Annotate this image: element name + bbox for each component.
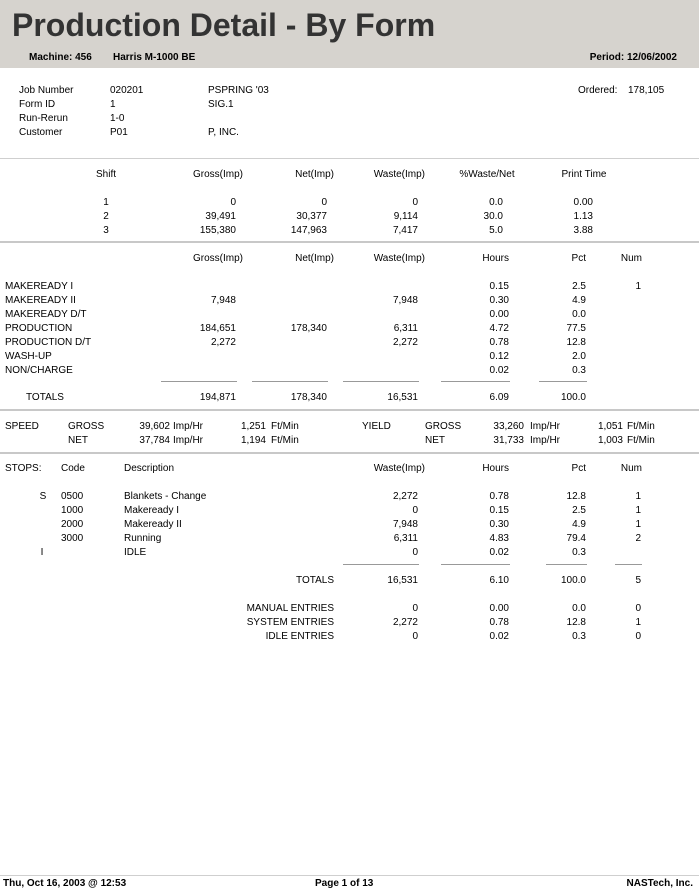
stops-total: 16,531 <box>387 575 418 586</box>
footer-page: Page 1 of 13 <box>315 878 374 889</box>
job-label: Form ID <box>19 99 56 110</box>
speed-kind: GROSS <box>68 421 105 432</box>
activity-cell: 6,311 <box>393 323 418 334</box>
activity-cell: 4.9 <box>572 295 586 306</box>
activity-cell: 0.00 <box>489 309 509 320</box>
stops-cell: 2.5 <box>572 505 586 516</box>
yield-unit: Ft/Min <box>627 421 655 432</box>
stops-cell: 2000 <box>61 519 84 530</box>
total-rule <box>546 564 587 565</box>
speed-unit: Ft/Min <box>271 435 299 446</box>
speed-label: SPEED <box>5 421 39 432</box>
stops-cell: 4.9 <box>572 519 586 530</box>
period-label: Period: 12/06/2002 <box>589 52 677 63</box>
yield-ft: 1,051 <box>597 421 623 432</box>
divider <box>0 452 699 454</box>
activity-cell: NON/CHARGE <box>5 365 73 376</box>
job-label: Customer <box>19 127 63 138</box>
footer-timestamp: Thu, Oct 16, 2003 @ 12:53 <box>3 878 127 889</box>
yield-label: YIELD <box>362 421 391 432</box>
activity-cell: 0.15 <box>489 281 509 292</box>
stops-cell: Blankets - Change <box>124 491 207 502</box>
speed-imp: 39,602 <box>139 421 170 432</box>
stops-cell: Makeready II <box>124 519 182 530</box>
shift-header: Waste(Imp) <box>373 169 425 180</box>
stops-header: STOPS: <box>5 463 42 474</box>
shift-cell: 0.0 <box>489 197 503 208</box>
report-header <box>0 0 699 68</box>
stops-entry: 0.3 <box>572 631 586 642</box>
activity-header: Pct <box>571 253 586 264</box>
stops-cell: Makeready I <box>124 505 180 516</box>
stops-cell: IDLE <box>124 547 147 558</box>
activity-header: Num <box>620 253 642 264</box>
ordered-value: 178,105 <box>628 85 665 96</box>
total-rule <box>441 564 510 565</box>
shift-header: Print Time <box>561 169 607 180</box>
total-rule <box>539 381 587 382</box>
stops-entry: 0.00 <box>489 603 509 614</box>
stops-header: Code <box>61 463 85 474</box>
stops-header: Pct <box>571 463 586 474</box>
shift-cell: 5.0 <box>489 225 503 236</box>
job-value: P01 <box>110 127 128 138</box>
stops-header: Description <box>124 463 175 474</box>
job-label: Job Number <box>19 85 74 96</box>
stops-cell: S <box>39 491 47 502</box>
shift-cell: 155,380 <box>199 225 236 236</box>
activity-cell: WASH-UP <box>5 351 52 362</box>
speed-imp: 37,784 <box>139 435 170 446</box>
activity-cell: 2,272 <box>210 337 236 348</box>
activity-total: 6.09 <box>489 392 509 403</box>
stops-header: Waste(Imp) <box>373 463 425 474</box>
yield-imp: 31,733 <box>493 435 524 446</box>
stops-cell: 0.30 <box>489 519 509 530</box>
stops-entry: 0.02 <box>489 631 509 642</box>
activity-total: 16,531 <box>387 392 418 403</box>
activity-cell: 0.12 <box>489 351 509 362</box>
shift-cell: 2 <box>103 211 109 222</box>
yield-kind: NET <box>425 435 445 446</box>
stops-cell: 0.15 <box>489 505 509 516</box>
speed-kind: NET <box>68 435 88 446</box>
activity-cell: PRODUCTION D/T <box>5 337 92 348</box>
stops-entry: 12.8 <box>566 617 586 628</box>
activity-cell: 7,948 <box>210 295 236 306</box>
stops-entry: IDLE ENTRIES <box>265 631 334 642</box>
activity-cell: 178,340 <box>290 323 327 334</box>
total-rule <box>343 381 419 382</box>
stops-cell: 1000 <box>61 505 84 516</box>
stops-cell: 1 <box>635 505 641 516</box>
job-extra: PSPRING '03 <box>208 85 269 96</box>
activity-header: Hours <box>482 253 509 264</box>
stops-cell: 0.78 <box>489 491 509 502</box>
activity-cell: 1 <box>635 281 641 292</box>
total-rule <box>161 381 237 382</box>
footer-company: NASTech, Inc. <box>626 878 693 889</box>
activity-total: TOTALS <box>26 392 64 403</box>
stops-cell: 4.83 <box>489 533 509 544</box>
shift-header: Gross(Imp) <box>193 169 243 180</box>
activity-cell: MAKEREADY II <box>5 295 76 306</box>
stops-entry: 0.78 <box>489 617 509 628</box>
activity-header: Waste(Imp) <box>373 253 425 264</box>
shift-cell: 147,963 <box>290 225 327 236</box>
stops-cell: 7,948 <box>392 519 418 530</box>
stops-total: 6.10 <box>489 575 509 586</box>
stops-cell: 12.8 <box>566 491 586 502</box>
speed-unit: Imp/Hr <box>173 435 203 446</box>
activity-total: 194,871 <box>199 392 236 403</box>
stops-cell: 2 <box>635 533 641 544</box>
machine-label: Machine: 456 <box>29 52 92 63</box>
divider <box>0 241 699 243</box>
activity-total: 178,340 <box>290 392 327 403</box>
stops-total: TOTALS <box>296 575 334 586</box>
activity-cell: MAKEREADY D/T <box>5 309 87 320</box>
activity-cell: 7,948 <box>392 295 418 306</box>
stops-cell: Running <box>124 533 162 544</box>
speed-unit: Imp/Hr <box>173 421 203 432</box>
speed-ft: 1,194 <box>240 435 266 446</box>
stops-entry: 0 <box>412 631 418 642</box>
stops-cell: 0.02 <box>489 547 509 558</box>
stops-cell: 79.4 <box>566 533 586 544</box>
stops-cell: I <box>40 547 44 558</box>
activity-cell: 0.3 <box>572 365 586 376</box>
divider <box>0 409 699 411</box>
stops-total: 100.0 <box>560 575 586 586</box>
activity-cell: 0.30 <box>489 295 509 306</box>
speed-unit: Ft/Min <box>271 421 299 432</box>
total-rule <box>343 564 419 565</box>
shift-cell: 0 <box>321 197 327 208</box>
activity-cell: PRODUCTION <box>5 323 73 334</box>
activity-cell: 0.02 <box>489 365 509 376</box>
total-rule <box>252 381 328 382</box>
shift-cell: 0 <box>230 197 236 208</box>
stops-cell: 6,311 <box>393 533 418 544</box>
activity-cell: 2.0 <box>572 351 586 362</box>
activity-cell: 184,651 <box>199 323 236 334</box>
stops-entry: 0 <box>635 603 641 614</box>
job-value: 1-0 <box>110 113 125 124</box>
stops-cell: 0 <box>412 505 418 516</box>
stops-entry: 0.0 <box>572 603 586 614</box>
stops-cell: 0.3 <box>572 547 586 558</box>
total-rule <box>615 564 642 565</box>
stops-entry: MANUAL ENTRIES <box>246 603 334 614</box>
yield-unit: Imp/Hr <box>530 421 560 432</box>
speed-ft: 1,251 <box>240 421 266 432</box>
stops-entry: 2,272 <box>392 617 418 628</box>
shift-header: Shift <box>95 169 116 180</box>
yield-unit: Ft/Min <box>627 435 655 446</box>
report-title: Production Detail - By Form <box>12 7 436 43</box>
activity-cell: 2.5 <box>572 281 586 292</box>
activity-cell: 12.8 <box>566 337 586 348</box>
shift-header: Net(Imp) <box>295 169 334 180</box>
stops-entry: SYSTEM ENTRIES <box>246 617 334 628</box>
stops-header: Hours <box>482 463 509 474</box>
stops-cell: 3000 <box>61 533 84 544</box>
stops-cell: 0 <box>412 547 418 558</box>
activity-header: Net(Imp) <box>295 253 334 264</box>
shift-header: %Waste/Net <box>459 169 515 180</box>
machine-name: Harris M-1000 BE <box>113 52 196 63</box>
yield-imp: 33,260 <box>493 421 524 432</box>
activity-cell: 0.0 <box>572 309 586 320</box>
job-label: Run-Rerun <box>19 113 68 124</box>
stops-entry: 0 <box>412 603 418 614</box>
yield-ft: 1,003 <box>597 435 623 446</box>
shift-cell: 1 <box>103 197 109 208</box>
total-rule <box>441 381 510 382</box>
job-value: 020201 <box>110 85 144 96</box>
divider <box>0 158 699 159</box>
stops-cell: 1 <box>635 491 641 502</box>
yield-unit: Imp/Hr <box>530 435 560 446</box>
activity-cell: 2,272 <box>392 337 418 348</box>
stops-cell: 1 <box>635 519 641 530</box>
activity-cell: 0.78 <box>489 337 509 348</box>
shift-cell: 1.13 <box>573 211 593 222</box>
job-extra: SIG.1 <box>208 99 234 110</box>
shift-cell: 0.00 <box>573 197 593 208</box>
shift-cell: 30.0 <box>483 211 503 222</box>
shift-cell: 3 <box>103 225 109 236</box>
footer-divider <box>0 875 699 876</box>
stops-header: Num <box>620 463 642 474</box>
stops-entry: 0 <box>635 631 641 642</box>
activity-total: 100.0 <box>560 392 586 403</box>
ordered-label: Ordered: <box>578 85 618 96</box>
activity-cell: 77.5 <box>566 323 586 334</box>
activity-cell: 4.72 <box>489 323 509 334</box>
stops-cell: 0500 <box>61 491 84 502</box>
shift-cell: 7,417 <box>392 225 418 236</box>
activity-cell: MAKEREADY I <box>5 281 74 292</box>
shift-cell: 9,114 <box>393 211 418 222</box>
job-extra: P, INC. <box>208 127 239 138</box>
stops-entry: 1 <box>635 617 641 628</box>
job-value: 1 <box>110 99 116 110</box>
stops-total: 5 <box>635 575 641 586</box>
activity-header: Gross(Imp) <box>193 253 243 264</box>
shift-cell: 0 <box>412 197 418 208</box>
yield-kind: GROSS <box>425 421 462 432</box>
shift-cell: 39,491 <box>205 211 236 222</box>
stops-cell: 2,272 <box>392 491 418 502</box>
shift-cell: 3.88 <box>573 225 593 236</box>
shift-cell: 30,377 <box>296 211 327 222</box>
